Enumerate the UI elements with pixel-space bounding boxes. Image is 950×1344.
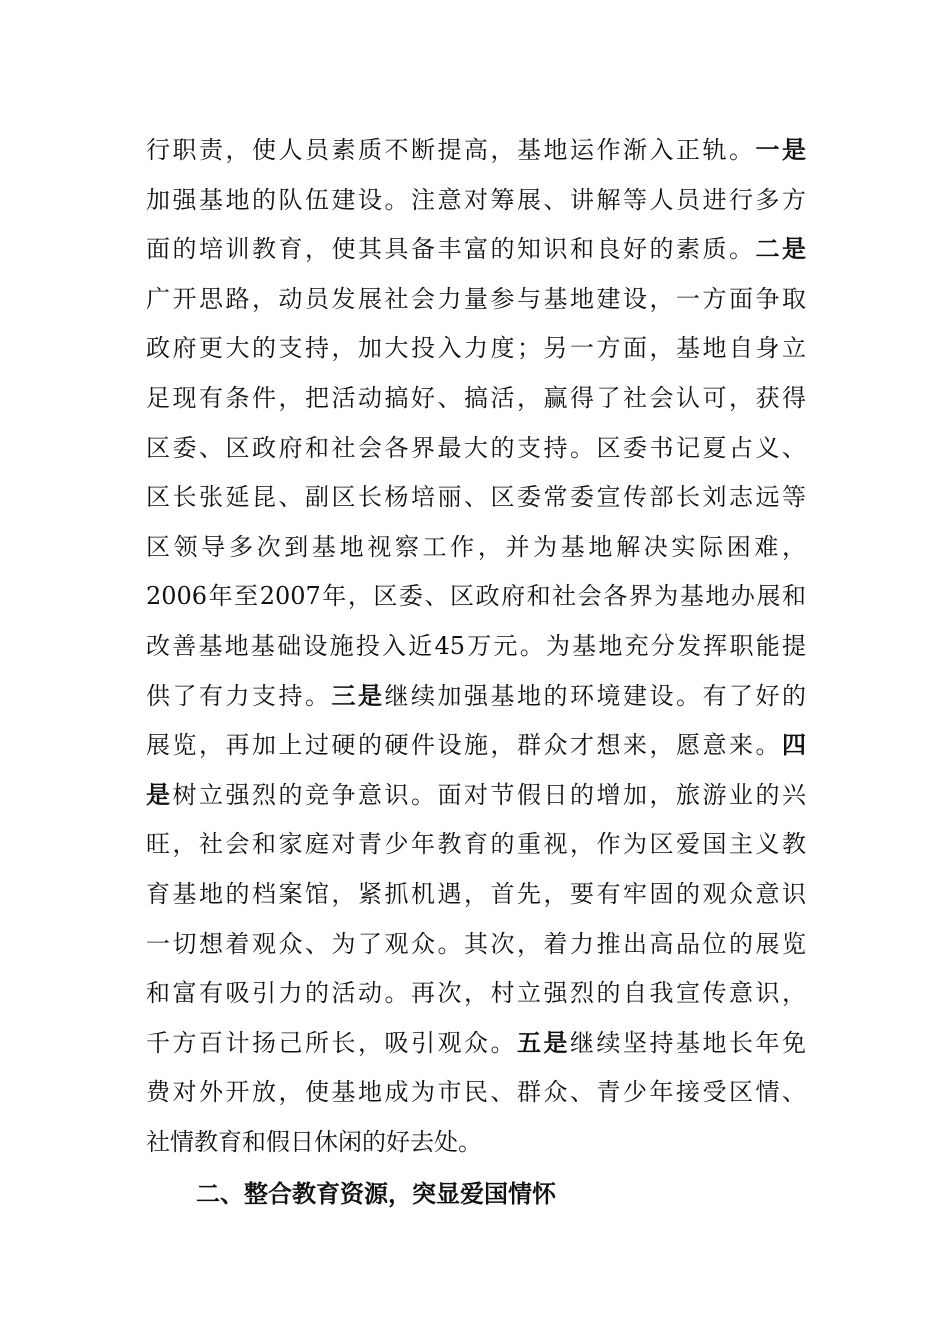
body-paragraph (146, 126, 806, 1167)
text-segment: 和富有吸引力的活动。再次，村立强烈的自我宣传意识， (146, 979, 806, 1008)
text-segment: 区领导多次到基地视察工作，并为基地解决实际困难， (146, 532, 806, 561)
text-segment: 足现有条件，把活动搞好、搞活，赢得了社会认可，获得 (146, 383, 806, 412)
bold-keyword: 二是 (755, 235, 806, 264)
text-line (146, 622, 806, 672)
text-line (146, 1019, 806, 1069)
text-segment: 区长张延昆、副区长杨培丽、区委常委宣传部长刘志远等 (146, 483, 806, 512)
text-segment: 改善基地基础设施投入近45万元。为基地充分发挥职能提 (146, 631, 806, 660)
bold-keyword: 五是 (517, 1028, 570, 1057)
bold-keyword: 四 (782, 731, 806, 760)
text-segment: 社情教育和假日休闲的好去处。 (146, 1127, 482, 1156)
text-segment: 政府更大的支持，加大投入力度；另一方面，基地自身立 (146, 334, 806, 363)
text-line (146, 523, 806, 573)
text-segment: 2006年至2007年，区委、区政府和社会各界为基地办展和 (146, 582, 806, 611)
text-segment: 育基地的档案馆，紧抓机遇，首先，要有牢固的观众意识 (146, 879, 806, 908)
text-line (146, 721, 806, 771)
text-line (146, 920, 806, 970)
text-line (146, 424, 806, 474)
bold-keyword: 是 (146, 780, 173, 809)
text-segment: 面的培训教育，使其具备丰富的知识和良好的素质。 (146, 235, 756, 264)
text-segment: 区委、区政府和社会各界最大的支持。区委书记夏占义、 (146, 433, 806, 462)
bold-keyword: 三是 (331, 681, 385, 710)
text-segment: 展览，再加上过硬的硬件设施，群众才想来，愿意来。 (146, 731, 782, 760)
text-segment: 广开思路，动员发展社会力量参与基地建设，一方面争取 (146, 284, 806, 313)
text-segment: 一切想着观众、为了观众。其次，着力推出高品位的展览 (146, 929, 806, 958)
text-line (146, 225, 806, 275)
text-line (146, 1068, 806, 1118)
text-line (146, 870, 806, 920)
text-segment: 继续加强基地的环境建设。有了好的 (384, 681, 806, 710)
bold-keyword: 一是 (755, 136, 806, 164)
text-line (146, 275, 806, 325)
section-heading: 二、整合教育资源，突显爱国情怀 (196, 1180, 556, 1208)
text-line (146, 176, 806, 226)
text-line (146, 672, 806, 722)
text-segment: 加强基地的队伍建设。注意对筹展、讲解等人员进行多方 (146, 185, 806, 214)
text-segment: 行职责，使人员素质不断提高，基地运作渐入正轨。 (146, 136, 756, 164)
text-line (146, 969, 806, 1019)
text-line (146, 324, 806, 374)
text-segment: 树立强烈的竞争意识。面对节假日的增加，旅游业的兴 (172, 780, 806, 809)
text-line (146, 374, 806, 424)
text-segment: 费对外开放，使基地成为市民、群众、青少年接受区情、 (146, 1078, 806, 1107)
text-segment: 旺，社会和家庭对青少年教育的重视，作为区爱国主义教 (146, 830, 806, 859)
text-line (146, 572, 806, 622)
text-segment: 供了有力支持。 (146, 681, 332, 710)
text-line (146, 771, 806, 821)
text-line (146, 820, 806, 870)
text-line (146, 126, 806, 176)
text-segment: 千方百计扬己所长，吸引观众。 (146, 1028, 517, 1057)
text-segment: 继续坚持基地长年免 (570, 1028, 806, 1057)
text-line (146, 473, 806, 523)
text-line (146, 1118, 806, 1168)
